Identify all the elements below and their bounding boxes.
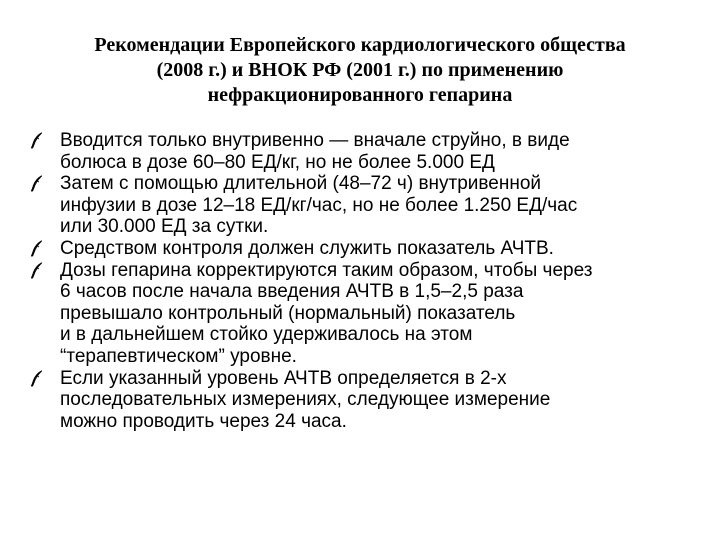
bullet-line: Вводится только внутривенно — вначале струйно, в виде (60, 130, 570, 151)
bullet-text (60, 173, 700, 238)
bullet-line: болюса в дозе 60–80 ЕД/кг, но не более 5.000 ЕД (60, 151, 495, 173)
bullet-line: последовательных измерениях, следующее измерение (60, 389, 551, 411)
bullet-item (30, 260, 700, 368)
title-line: (2008 г.) и ВНОК РФ (2001 г.) по применению (156, 59, 564, 81)
bullet-item (30, 130, 700, 173)
bullet-line: и в дальнейшем стойко удерживалось на этом (60, 324, 473, 346)
title-line: Рекомендации Европейского кардиологического общества (94, 34, 626, 56)
bullet-line: Дозы гепарина корректируются таким образом, чтобы через (60, 259, 593, 281)
slide-title (20, 33, 700, 108)
bullet-item (30, 173, 700, 238)
bullet-line: Если указанный уровень АЧТВ определяется в 2-х (60, 367, 507, 389)
bullet-text (60, 130, 700, 173)
bullet-line: превышало контрольный (нормальный) показатель (60, 302, 516, 324)
bullet-item (30, 238, 700, 260)
bullet-line: Средством контроля должен служить показатель АЧТВ. (60, 237, 554, 259)
bullet-line: или 30.000 ЕД за сутки. (60, 216, 269, 238)
quill-icon (30, 173, 60, 195)
quill-icon (30, 260, 60, 282)
bullet-line: можно проводить через 24 часа. (60, 410, 347, 432)
quill-icon (30, 368, 60, 390)
bullet-line: 6 часов после начала введения АЧТВ в 1,5–2,5 раза (60, 281, 524, 303)
bullet-text (60, 260, 700, 368)
bullet-line: Затем с помощью длительной (48–72 ч) внутривенной (60, 173, 542, 195)
bullet-item (30, 368, 700, 433)
quill-icon (30, 238, 60, 260)
quill-icon (30, 130, 60, 152)
bullet-line: инфузии в дозе 12–18 ЕД/кг/час, но не более 1.250 ЕД/час (60, 194, 578, 216)
title-line: нефракционированного гепарина (207, 84, 513, 106)
bullet-line: “терапевтическом” уровне. (60, 345, 297, 367)
bullet-list (30, 130, 700, 432)
bullet-text (60, 238, 700, 260)
bullet-text (60, 368, 700, 433)
